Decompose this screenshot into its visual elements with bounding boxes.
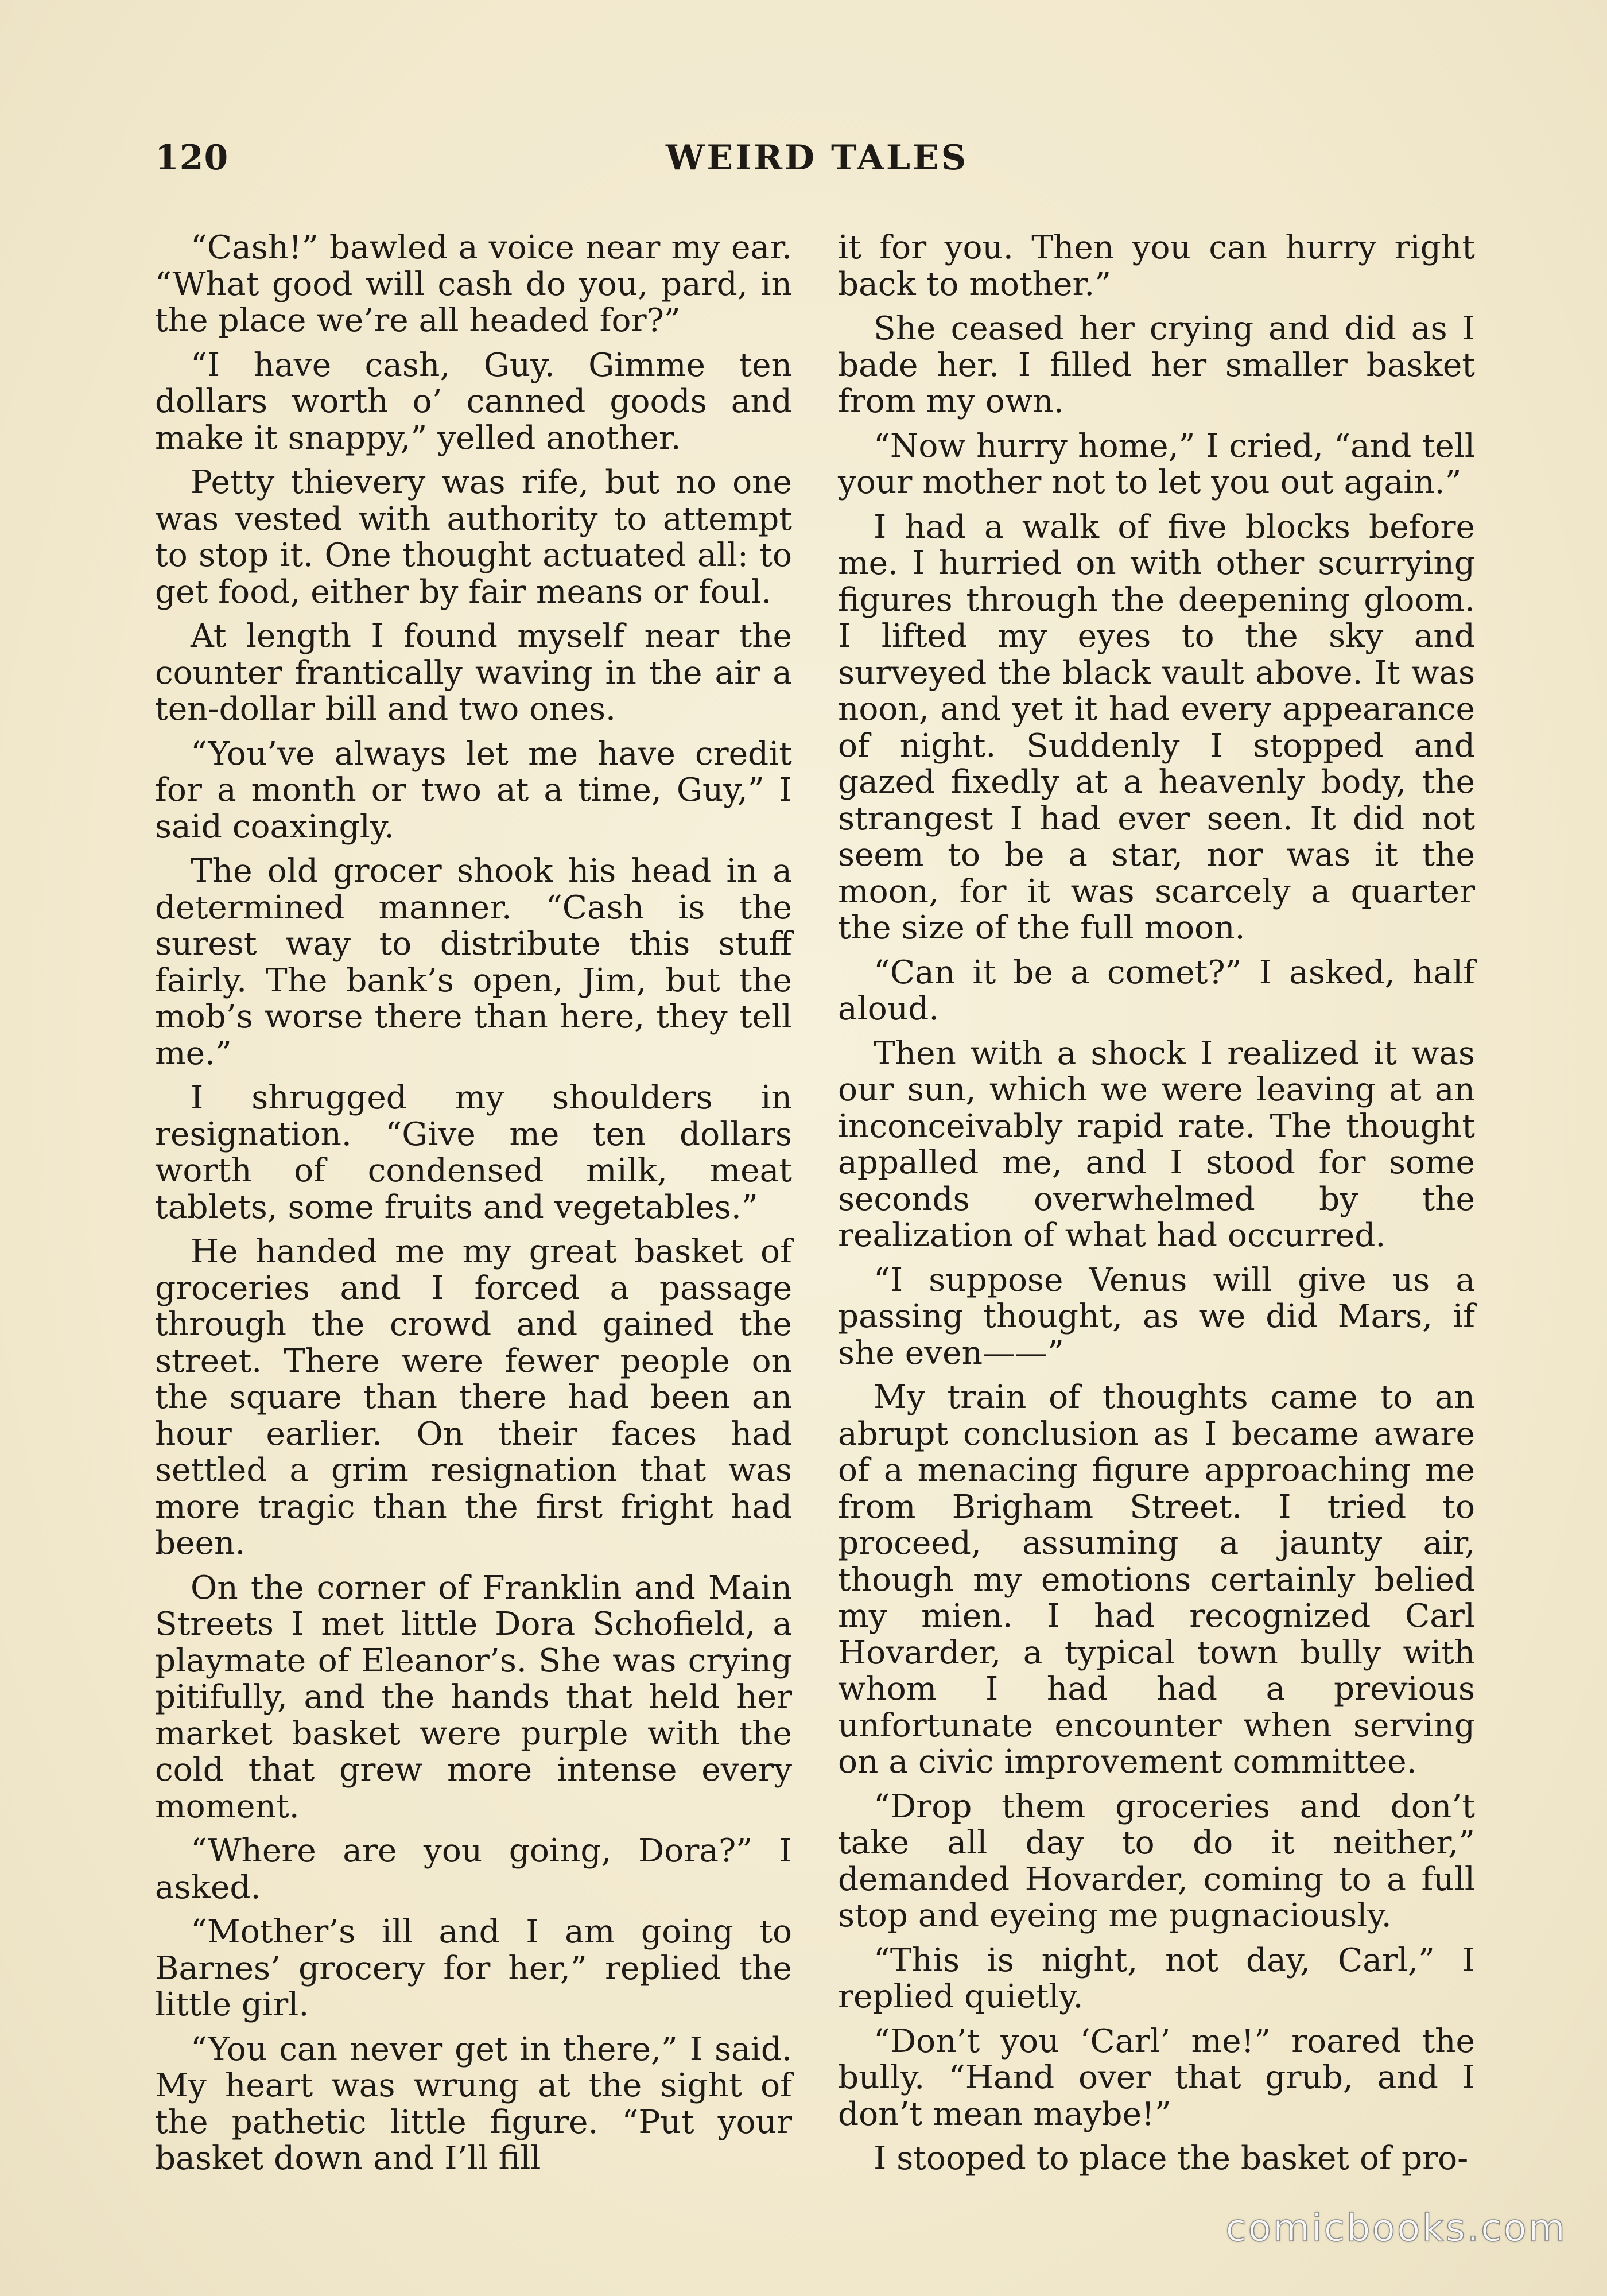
paragraph: “Mother’s ill and I am going to Barnes’ grocery for her,” replied the little girl. [155,1913,792,2023]
paragraph: Petty thievery was rife, but no one was vested with authority to attempt to stop it. One thought actuated all: to get food, either by fair means or foul. [155,464,792,611]
paragraph: “This is night, not day, Carl,” I replied quietly. [838,1941,1475,2015]
paragraph: “Drop them groceries and don’t take all day to do it neither,” demanded Hovarder, coming to a full stop and eyeing me pugnaciously. [838,1787,1475,1934]
paragraph: “Now hurry home,” I cried, “and tell your mother not to let you out again.” [838,427,1475,501]
paragraph: “I suppose Venus will give us a passing thought, as we did Mars, if she even——” [838,1261,1475,1372]
left-column [155,229,792,2177]
text-columns [155,229,1475,2177]
paragraph: At length I found myself near the counter frantically waving in the air a ten-dollar bill and two ones. [155,618,792,728]
paragraph: “You can never get in there,” I said. My heart was wrung at the sight of the pathetic little figure. “Put your basket down and I’ll fill [155,2030,792,2177]
paragraph: I shrugged my shoulders in resignation. “Give me ten dollars worth of condensed milk, meat tablets, some fruits and vegetables.” [155,1079,792,1226]
paragraph: “I have cash, Guy. Gimme ten dollars worth o’ canned goods and make it snappy,” yelled another. [155,346,792,457]
paragraph: “Where are you going, Dora?” I asked. [155,1832,792,1906]
page-number: 120 [155,138,229,178]
paragraph: My train of thoughts came to an abrupt conclusion as I became aware of a menacing figure approaching me from Brigham Street. I tried to proceed, assuming a jaunty air, though my emotions certainly belied my mien. I had recognized Carl Hovarder, a typical town bully with whom I had had a previous unfortunate encounter when serving on a civic improvement committee. [838,1379,1475,1781]
site-watermark: comicbooks.com [1225,2206,1567,2250]
running-title: WEIRD TALES [666,138,969,178]
paragraph: “Don’t you ‘Carl’ me!” roared the bully. “Hand over that grub, and I don’t mean maybe!” [838,2022,1475,2133]
right-column [838,229,1475,2177]
paragraph: I stooped to place the basket of pro- [874,2140,1469,2177]
paragraph: The old grocer shook his head in a determined manner. “Cash is the surest way to distribute this stuff fairly. The bank’s open, Jim, but the mob’s worse there than here, they tell me.” [155,852,792,1072]
page-header [155,138,1464,189]
paragraph: I had a walk of five blocks before me. I hurried on with other scurrying figures through the deepening gloom. I lifted my eyes to the sky and surveyed the black vault above. It was noon, and yet it had every appearance of night. Suddenly I stopped and gazed fixedly at a heavenly body, the strangest I had ever seen. It did not seem to be a star, nor was it the moon, for it was scarcely a quarter the size of the full moon. [838,508,1475,947]
paragraph: “Cash!” bawled a voice near my ear. “What good will cash do you, pard, in the place we’re all headed for?” [155,229,792,339]
paragraph: He handed me my great basket of groceries and I forced a passage through the crowd and gained the street. There were fewer people on the square than there had been an hour earlier. On their faces had settled a grim resignation that was more tragic than the first fright had been. [155,1233,792,1562]
paragraph: Then with a shock I realized it was our sun, which we were leaving at an inconceivably rapid rate. The thought appalled me, and I stood for some seconds overwhelmed by the realization of what had occurred. [838,1034,1475,1254]
paragraph: She ceased her crying and did as I bade her. I filled her smaller basket from my own. [838,310,1475,420]
paragraph: “Can it be a comet?” I asked, half aloud. [838,953,1475,1027]
paragraph: “You’ve always let me have credit for a month or two at a time, Guy,” I said coaxingly. [155,735,792,846]
paragraph: On the corner of Franklin and Main Streets I met little Dora Schofield, a playmate of Eleanor’s. She was crying pitifully, and the hands that held her market basket were purple with the cold that grew more intense every moment. [155,1569,792,1825]
paragraph-continuation: it for you. Then you can hurry right back to mother.” [838,229,1475,303]
